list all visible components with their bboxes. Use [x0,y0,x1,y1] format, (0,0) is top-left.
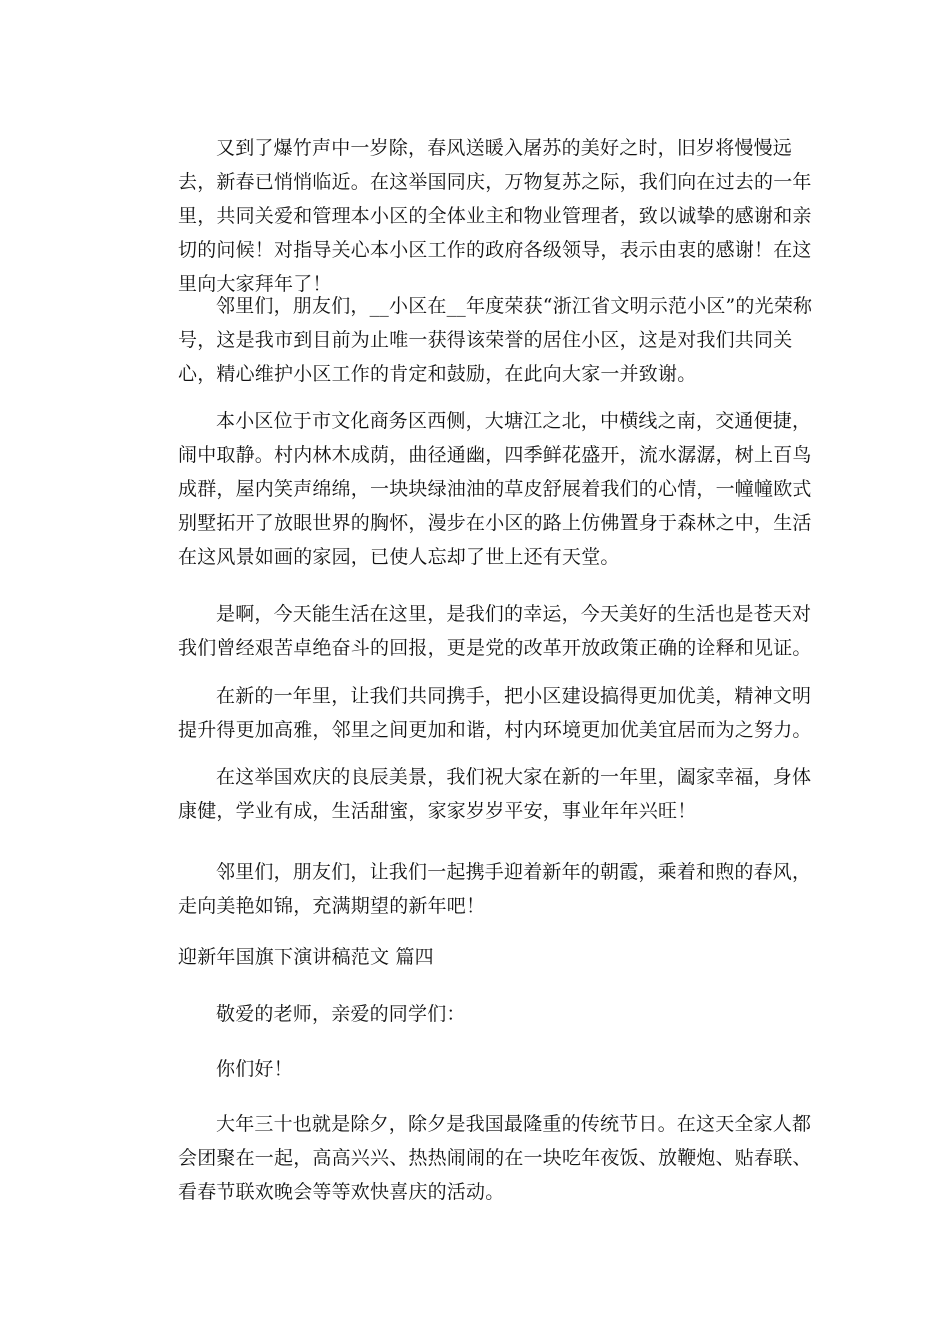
paragraph-wishes: 在这举国欢庆的良辰美景，我们祝大家在新的一年里，阖家幸福，身体康健，学业有成，生活甜蜜，家家岁岁平安，事业年年兴旺！ [178,766,812,822]
paragraph-hello: 你们好！ [216,1058,293,1080]
paragraph-salutation: 敬爱的老师，亲爱的同学们： [216,1003,466,1025]
section-heading: 迎新年国旗下演讲稿范文 篇四 [178,946,434,968]
paragraph-fortune: 是啊，今天能生活在这里，是我们的幸运，今天美好的生活也是苍天对我们曾经艰苦卓绝奋斗的回报，更是党的改革开放政策正确的诠释和见证。 [178,603,812,659]
paragraph-new-year-eve: 大年三十也就是除夕，除夕是我国最隆重的传统节日。在这天全家人都会团聚在一起，高高兴兴、热热闹闹的在一块吃年夜饭、放鞭炮、贴春联、看春节联欢晚会等等欢快喜庆的活动。 [178,1113,812,1203]
paragraph-new-year-greeting: 又到了爆竹声中一岁除，春风送暖入屠苏的美好之时，旧岁将慢慢远去，新春已悄悄临近。在这举国同庆，万物复苏之际，我们向在过去的一年里，共同关爱和管理本小区的全体业主和物业管理者，致以诚挚的感谢和亲切的问候！对指导关心本小区工作的政府各级领导，表示由衷的感谢！在这里向大家拜年了！ [178,137,812,295]
paragraph-community-honor: 邻里们，朋友们，__小区在__年度荣获“浙江省文明示范小区”的光荣称号，这是我市到目前为止唯一获得该荣誉的居住小区，这是对我们共同关心，精心维护小区工作的肯定和鼓励，在此向大家一并致谢。 [178,295,813,385]
paragraph-community-description: 本小区位于市文化商务区西侧，大塘江之北，中横线之南，交通便捷，闹中取静。村内林木成荫，曲径通幽，四季鲜花盛开，流水潺潺，树上百鸟成群，屋内笑声绵绵，一块块绿油油的草皮舒展着我们的心情，一幢幢欧式别墅拓开了放眼世界的胸怀，漫步在小区的路上仿佛置身于森林之中，生活在这风景如画的家园，已使人忘却了世上还有天堂。 [178,410,812,568]
paragraph-new-year-effort: 在新的一年里，让我们共同携手，把小区建设搞得更加优美，精神文明提升得更加高雅，邻里之间更加和谐，村内环境更加优美宜居而为之努力。 [178,685,812,741]
paragraph-closing: 邻里们，朋友们，让我们一起携手迎着新年的朝霞，乘着和煦的春风，走向美艳如锦，充满期望的新年吧！ [178,861,812,917]
